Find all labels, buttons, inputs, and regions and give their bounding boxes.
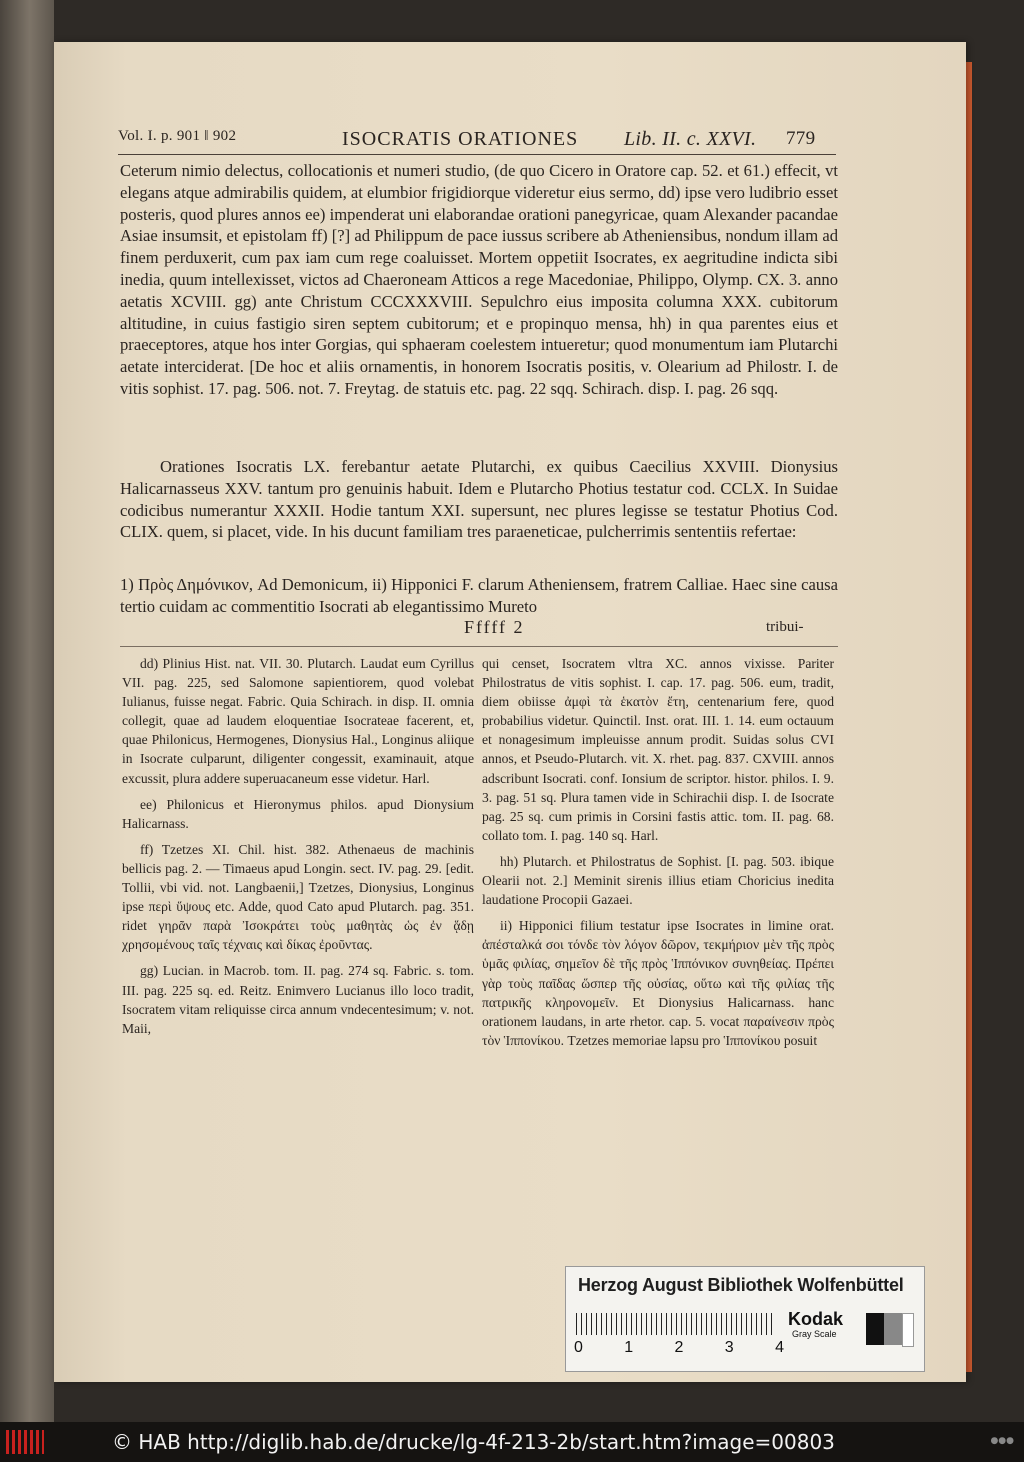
ruler-number: 3 [724,1339,734,1356]
footnote-rule [120,646,838,647]
book-page [54,42,966,1382]
ruler-number: 0 [574,1339,583,1356]
footnote-ii: ii) Hipponici filium testatur ipse Isocrates in limine orat. ἀπέσταλκά σοι τόνδε τὸν λόγον δῶρον, τεκμήριον μὲν τῆς πρὸς ὑμᾶς φιλίας, σημεῖον δὲ τῆς πρὸς Ἱππόνικον συνηθείας. Πρέπει γὰρ τοὺς παῖδας ὥσπερ τῆς οὐσίας, οὕτω καὶ τῆς φιλίας τῆς πατρικῆς κληρονομεῖν. Et Dionysius Halicarnass. hanc orationem laudans, in arte rhetor. cap. 5. vocat παραίνεσιν πρὸς τὸν Ἱππονίκου. Tzetzes memoriae lapsu pro Ἱππονίκου posuit [482,918,834,1048]
gray-scale-label: Gray Scale [792,1329,837,1339]
header-rule [118,154,836,155]
footnotes-left-column [122,654,474,1045]
catchword: tribui- [766,619,804,635]
page-number: 779 [786,128,816,149]
gray-patch-black [866,1313,884,1345]
footnote-hh: hh) Plutarch. et Philostratus de Sophist. [I. pag. 503. ibique Olearii not. 2.] Meminit sirenis illius etiam Choricius inedita laudatione Procopii Gazaei. [482,853,834,908]
ruler-number: 1 [624,1339,634,1356]
footnote-ee: ee) Philonicus et Hieronymus philos. apud Dionysium Halicarnass. [122,796,474,831]
footnote-gg-continued: qui censet, Isocratem vltra XC. annos vixisse. Pariter Philostratus de vitis sophist. I. cap. 17. pag. 506. eum, tradit, diem obiisse ἀμφὶ τὰ ἑκατὸν ἔτη, centenarium fere, quod probabilius videtur. Quinctil. Inst. orat. III. 1. 14. eum octauum et nonagesimum impleuisse annum prodit. Suidas solus CVI annos, et Pseudo-Plutarch. vit. X. rhet. pag. 837. CXVIII. annos adscribunt Isocrati. conf. Ionsium de scriptor. histor. philos. I. 9. 3. pag. 51 sq. Plura tamen vide in Schirachii disp. I. de Isocrate pag. 25 sq. cum primis in Corsini fastis attic. tom. II. pag. 68. collato tom. I. pag. 140 sq. Harl. [482,656,834,843]
color-calibration-card [565,1266,925,1372]
footnote-ff: ff) Tzetzes XI. Chil. hist. 382. Athenaeus de machinis bellicis pag. 2. — Timaeus apud Longin. sect. IV. pag. 29. [edit. Tollii, vbi vid. not. Langbaenii,] Tzetzes, Dionysius, Longinus ipse περὶ ὕψους etc. Adde, quod Cato apud Plutarch. pag. 351. ridet γηρᾶν παρὰ Ἰσοκράτει τοὺς μαθητὰς ὡς ἐν ᾅδῃ χρησομένους ταῖς τέχναις καὶ δίκας ἐροῦντας. [122,841,474,953]
gray-patch-mid [884,1313,902,1345]
previous-page-edge [0,0,54,1422]
body-paragraph-1: Ceterum nimio delectus, collocationis et numeri studio, (de quo Cicero in Oratore cap. 52. et 61.) effecit, vt elegans atque admirabilis quidem, at elumbior frigidiorque videretur eius sermo, dd) ipse vero ludibrio esset posteris, quod plures annos ee) impenderat uni elaborandae orationi panegyricae, quam Alexander pacandae Asiae insumsit, et epistolam ff) [?] ad Philippum de pace iussus scribere ab Atheniensibus, nondum illam ad finem perduxerit, cum pax iam cum rege coaluisset. Mortem oppetiit Isocrates, ex aegritudine indicta sibi inedia, quum intellexisset, victos ad Chaeroneam Atticos a rege Macedoniae, Philippo, Olymp. CX. 3. anno aetatis XCVIII. gg) ante Christum CCCXXXVIII. Sepulchro eius imposita columna XXX. cubitorum altitudine, in cuius fastigio siren septem cubitorum; et e propinquo mensa, hh) in qua parentes eius et praeceptores, atque hos inter Gorgias, qui sphaeram coelestem intueretur; quod monumentum iam Plutarchi aetate interciderat. [De hoc et aliis ornamentis, in honorem Isocratis positis, v. Olearium ad Philostr. I. de vitis sophist. 17. pag. 506. not. 7. Freytag. de statuis etc. pag. 22 sqq. Schirach. disp. I. pag. 26 sqq. [120,161,838,398]
ruler-numbers [574,1339,784,1357]
menu-dots-icon[interactable]: ●●● [990,1436,1014,1446]
viewer-footer [0,1422,1024,1462]
running-head-title: ISOCRATIS ORATIONES [342,128,579,150]
library-name: Herzog August Bibliothek Wolfenbüttel [578,1275,904,1295]
measurement-ruler [576,1313,776,1335]
body-paragraph-3: 1) Πρὸς Δημόνικον, Ad Demonicum, ii) Hipponici F. clarum Atheniensem, fratrem Calliae. Haec sine causa tertio cuidam ac commentitio Isocrati ab elegantissimo Mureto [120,575,838,616]
ruler-number: 4 [775,1339,784,1356]
ruler-number: 2 [674,1339,684,1356]
running-head-chapter: Lib. II. c. XXVI. [624,128,757,150]
signature-mark: Fffff 2 [464,617,525,637]
footnotes-right-column [482,654,834,1057]
kodak-logo: Kodak [788,1309,844,1329]
gray-patch-white [902,1313,914,1347]
footnote-gg: gg) Lucian. in Macrob. tom. II. pag. 274 sq. Fabric. s. tom. III. pag. 225 sq. ed. Reitz. Enimvero Lucianus illo loco tradit, Isocratem vitam reliquisse circa annum vndecentesimum; v. not. Maii, [122,963,474,1036]
permalink[interactable]: © HAB http://diglib.hab.de/drucke/lg-4f-213-2b/start.htm?image=00803 [112,1430,835,1454]
hab-logo-icon [6,1430,44,1454]
footnote-dd: dd) Plinius Hist. nat. VII. 30. Plutarch. Laudat eum Cyrillus VII. pag. 225, sed Salomone sapientiorem, quod volebat Iulianus, fuisse negat. Fabric. Quia Schirach. in disp. II. omnia collegit, quae ad laudem eloquentiae Isocrateae facerent, et, quae Philonicus, Hermogenes, Dionysius Hal., Longinus aliique in Isocrate culparunt, diligenter congessit, examinauit, atque excussit, plura addere superuacaneum esse videtur. Harl. [122,656,474,786]
running-head-left: Vol. I. p. 901 ‖ 902 [118,128,237,144]
body-paragraph-2: Orationes Isocratis LX. ferebantur aetate Plutarchi, ex quibus Caecilius XXVIII. Dionysius Halicarnasseus XXV. tantum pro genuinis habuit. Idem e Plutarcho Photius testatur cod. CCLX. In Suidae codicibus numerantur XXXII. Hodie tantum XXI. supersunt, nec plures legisse se testatur Photius Cod. CLIX. quem, si placet, vide. In his ducunt familiam tres paraeneticae, pulcherrimis sententiis refertae: [120,457,838,542]
